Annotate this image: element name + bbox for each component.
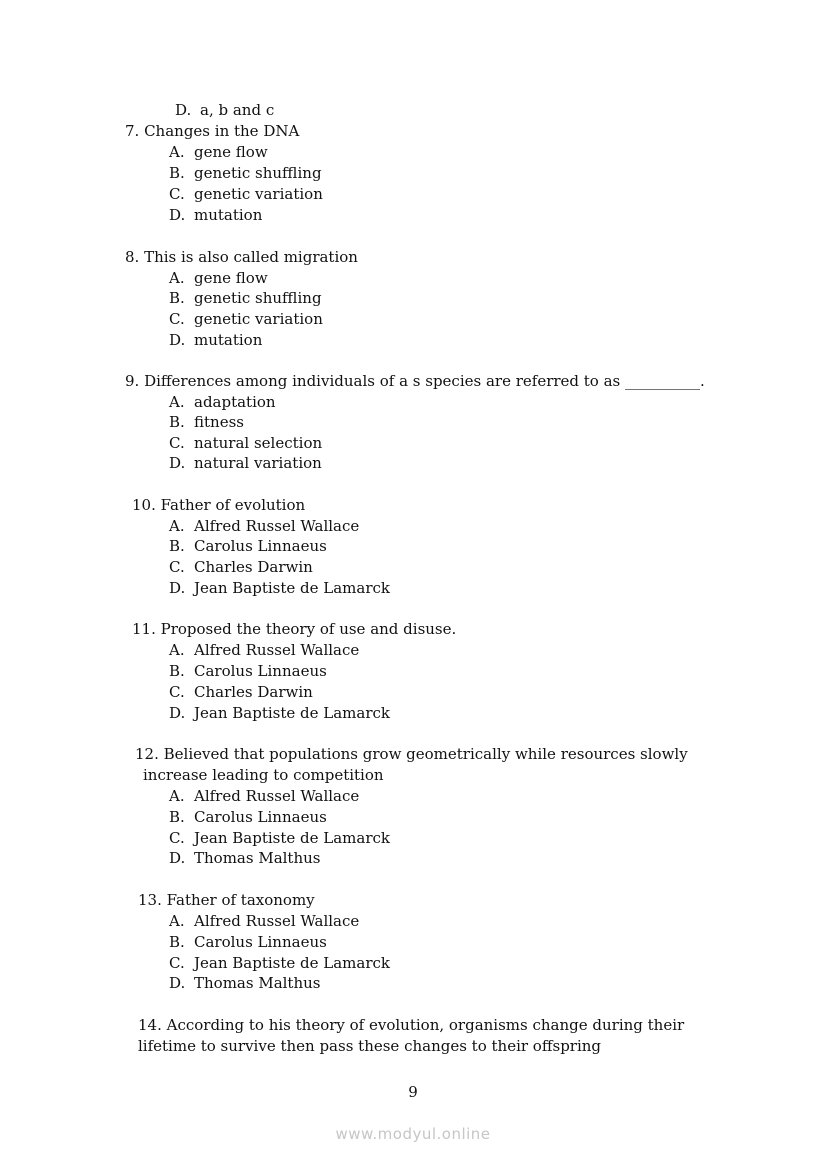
option-text: genetic shuffling: [194, 289, 322, 307]
option-text: natural variation: [194, 454, 322, 472]
option-text: mutation: [194, 331, 263, 349]
option-text: Carolus Linnaeus: [194, 662, 327, 680]
option-letter: C.: [169, 954, 185, 972]
option-text: Carolus Linnaeus: [194, 537, 327, 555]
option-text: a, b and c: [200, 101, 275, 119]
option-text: Alfred Russel Wallace: [194, 641, 360, 659]
option-text: natural selection: [194, 434, 323, 452]
option-text: fitness: [194, 413, 244, 431]
q11-option-b: [169, 661, 327, 681]
q12-option-d: [169, 848, 320, 868]
option-letter: B.: [169, 164, 185, 182]
option-letter: D.: [169, 579, 186, 597]
option-letter: A.: [169, 269, 185, 287]
q10-option-d: [169, 578, 390, 598]
option-text: Alfred Russel Wallace: [194, 912, 360, 930]
q10-option-b: [169, 536, 327, 556]
q12-option-c: [169, 828, 390, 848]
option-text: Alfred Russel Wallace: [194, 517, 360, 535]
option-letter: C.: [169, 829, 185, 847]
option-letter: B.: [169, 662, 185, 680]
q9-option-b: [169, 412, 244, 432]
option-text: adaptation: [194, 393, 276, 411]
q11-option-d: [169, 703, 390, 723]
q9-option-c: [169, 433, 322, 453]
option-letter: A.: [169, 143, 185, 161]
option-letter: A.: [169, 517, 185, 535]
q13-option-c: [169, 953, 390, 973]
option-text: genetic variation: [194, 185, 323, 203]
option-text: Charles Darwin: [194, 683, 313, 701]
q12-question-line2: increase leading to competition: [143, 766, 384, 784]
q7-option-c: [169, 184, 323, 204]
option-letter: D.: [175, 101, 192, 119]
q7-option-b: [169, 163, 322, 183]
option-letter: B.: [169, 289, 185, 307]
option-letter: C.: [169, 558, 185, 576]
option-letter: B.: [169, 413, 185, 431]
option-letter: D.: [169, 331, 186, 349]
option-text: genetic shuffling: [194, 164, 322, 182]
q10-option-a: [169, 516, 359, 536]
q9-option-d: [169, 453, 322, 473]
option-letter: C.: [169, 185, 185, 203]
option-text: Jean Baptiste de Lamarck: [194, 579, 391, 597]
page-number: 9: [408, 1083, 418, 1101]
option-text: genetic variation: [194, 310, 323, 328]
option-text: mutation: [194, 206, 263, 224]
option-letter: D.: [169, 704, 186, 722]
option-text: Thomas Malthus: [194, 849, 321, 867]
option-text: Carolus Linnaeus: [194, 933, 327, 951]
q8-question: 8. This is also called migration: [125, 248, 358, 266]
q11-question: 11. Proposed the theory of use and disuse.: [132, 620, 457, 638]
option-text: Carolus Linnaeus: [194, 808, 327, 826]
option-text: gene flow: [194, 269, 268, 287]
q6-option-d: [175, 100, 274, 120]
q12-option-b: [169, 807, 327, 827]
option-text: Charles Darwin: [194, 558, 313, 576]
option-letter: D.: [169, 974, 186, 992]
q13-option-a: [169, 911, 359, 931]
q8-option-c: [169, 309, 323, 329]
option-letter: A.: [169, 641, 185, 659]
option-letter: C.: [169, 434, 185, 452]
option-letter: D.: [169, 206, 186, 224]
q8-option-b: [169, 288, 322, 308]
watermark: www.modyul.online: [335, 1125, 491, 1143]
q8-option-d: [169, 330, 262, 350]
q7-question: 7. Changes in the DNA: [125, 122, 300, 140]
option-text: Jean Baptiste de Lamarck: [194, 954, 391, 972]
q7-option-d: [169, 205, 262, 225]
option-text: Alfred Russel Wallace: [194, 787, 360, 805]
q7-option-a: [169, 142, 268, 162]
q14-question-line1: 14. According to his theory of evolution, organisms change during their: [138, 1016, 685, 1034]
q8-option-a: [169, 268, 268, 288]
q11-option-a: [169, 640, 359, 660]
q11-option-c: [169, 682, 313, 702]
option-letter: D.: [169, 849, 186, 867]
option-letter: A.: [169, 393, 185, 411]
option-letter: A.: [169, 787, 185, 805]
q14-question-line2: lifetime to survive then pass these changes to their offspring: [138, 1037, 602, 1055]
option-text: Jean Baptiste de Lamarck: [194, 704, 391, 722]
option-letter: B.: [169, 808, 185, 826]
q13-option-d: [169, 973, 320, 993]
option-letter: C.: [169, 683, 185, 701]
option-text: Thomas Malthus: [194, 974, 321, 992]
q13-option-b: [169, 932, 327, 952]
option-text: Jean Baptiste de Lamarck: [194, 829, 391, 847]
option-letter: D.: [169, 454, 186, 472]
option-letter: C.: [169, 310, 185, 328]
q13-question: 13. Father of taxonomy: [138, 891, 315, 909]
q9-question: 9. Differences among individuals of a s species are referred to as __________.: [125, 372, 705, 390]
q12-question-line1: 12. Believed that populations grow geometrically while resources slowly: [135, 745, 688, 763]
q10-option-c: [169, 557, 313, 577]
q12-option-a: [169, 786, 359, 806]
option-letter: B.: [169, 933, 185, 951]
option-letter: A.: [169, 912, 185, 930]
option-text: gene flow: [194, 143, 268, 161]
q10-question: 10. Father of evolution: [132, 496, 306, 514]
option-letter: B.: [169, 537, 185, 555]
q9-option-a: [169, 392, 276, 412]
